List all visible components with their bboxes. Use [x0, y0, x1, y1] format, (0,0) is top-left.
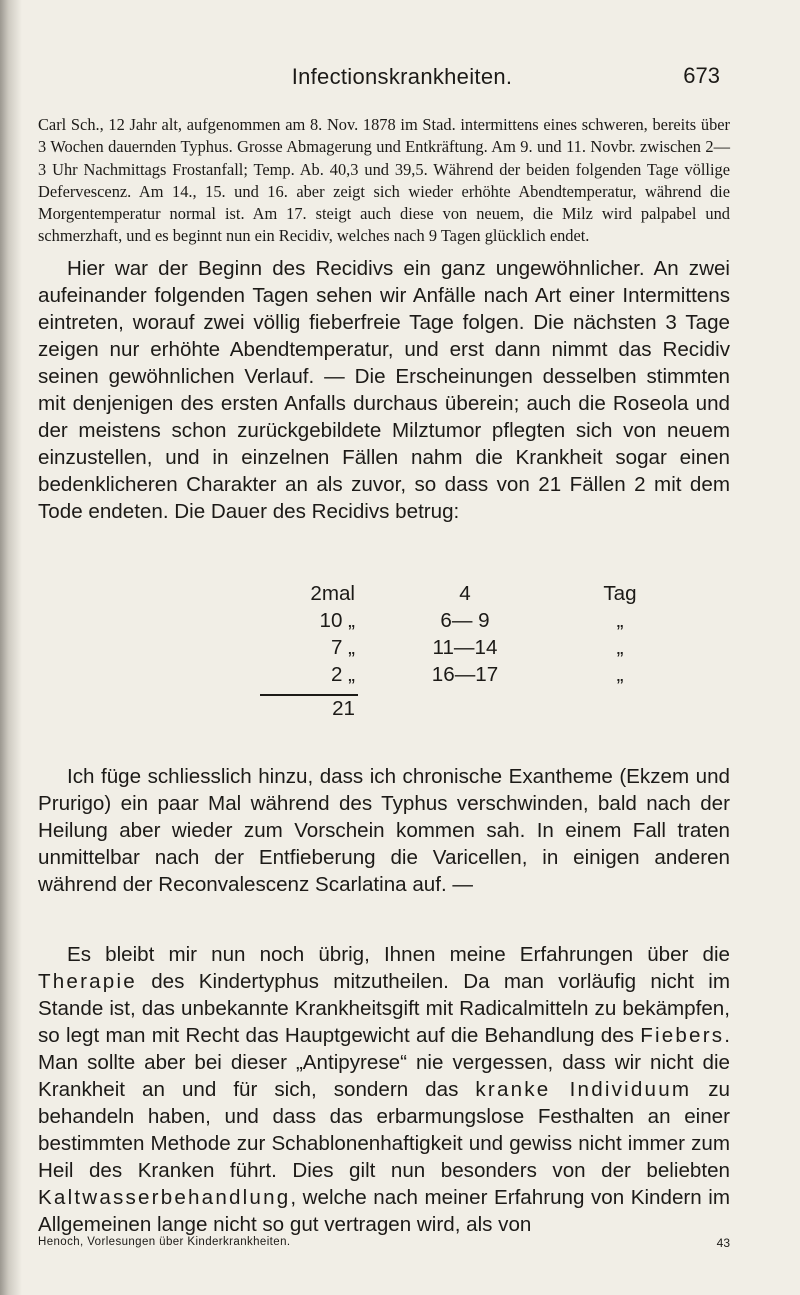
table-row-days: 16—17	[431, 663, 499, 686]
text-run: , welche nach meiner Erfahrung von Kindern im Allgemeinen lange nicht so gut vertragen wird, als von	[38, 1186, 730, 1236]
table-row-unit: „	[616, 636, 624, 659]
spaced-term-kaltwasserbehandlung: Kaltwasserbehandlung	[38, 1186, 291, 1209]
table-row-count: 10 „	[319, 609, 355, 632]
text-run: des Kindertyphus mitzutheilen. Da man vorläufig nicht im Stande ist, das unbekannte Krankheitsgift mit Radicalmitteln zu bekämpfen, so legt man mit Recht das Hauptgewicht auf die Behandlung des	[38, 970, 730, 1047]
paragraph-exantheme: Ich füge schliesslich hinzu, dass ich chronische Exantheme (Ekzem und Prurigo) ein paar Mal während des Typhus verschwinden, bald nach der Heilung aber wieder zum Vorschein kommen sah. In einem Fall traten unmittelbar nach der Entfieberung die Varicellen, in einigen anderen während der Reconvalescenz Scarlatina auf. —	[38, 765, 730, 896]
text-run: zu behandeln haben, und dass das erbarmungslose Festhalten an einer bestimmten Methode zur Schablonenhaftigkeit und gewiss nicht immer zum Heil des Kranken führt. Dies gilt nun besonders von der beliebten	[38, 1078, 730, 1182]
sheet-number: 43	[716, 1236, 730, 1250]
table-row-count: 7 „	[330, 636, 355, 659]
table-row-days: 6— 9	[440, 609, 490, 632]
table-row-days: 11—14	[432, 636, 498, 659]
running-header-title: Infectionskrankheiten.	[291, 64, 513, 89]
case-report: Carl Sch., 12 Jahr alt, aufgenommen am 8. Nov. 1878 im Stad. intermittens eines schweren, bereits über 3 Wochen dauernden Typhus. Grosse Abmagerung und Entkräftung. Am 9. und 11. Novbr. zwischen 2—3 Uhr Nachmittags Frostanfall; Temp. Ab. 40,3 und 39,5. Während der beiden folgenden Tage völlige Defervescenz. Am 14., 15. und 16. aber zeigt sich wieder erhöhte Abendtemperatur, während die Morgentemperatur normal ist. Am 17. steigt auch diese von neuem, die Milz wird palpabel und schmerzhaft, und es beginnt nun ein Recidiv, welches nach 9 Tagen glücklich endet.	[38, 115, 730, 246]
text-run: . Man sollte aber bei dieser „Antipyrese“ nie vergessen, dass wir nicht die Krankheit an und für sich, sondern das	[38, 1024, 730, 1101]
paragraph-therapie	[38, 941, 730, 1238]
duration-table	[0, 580, 800, 750]
text-run: Es bleibt mir nun noch übrig, Ihnen meine Erfahrungen über die	[67, 943, 730, 966]
page-number: 673	[683, 63, 720, 88]
table-row-count: 2 „	[330, 663, 355, 686]
spaced-term-fiebers: Fiebers	[640, 1024, 725, 1047]
spaced-term-kranke-individuum: kranke Individuum	[475, 1078, 692, 1101]
table-row-unit: „	[616, 663, 624, 686]
table-row-unit: „	[616, 609, 624, 632]
paragraph-recidiv: Hier war der Beginn des Recidivs ein ganz ungewöhnlicher. An zwei aufeinander folgenden Tagen sehen wir Anfälle nach Art einer Intermittens eintreten, worauf zwei völlig fieberfreie Tage folgen. Die nächsten 3 Tage zeigen nur erhöhte Abendtemperatur, und erst dann nimmt das Recidiv seinen gewöhnlichen Verlauf. — Die Erscheinungen desselben stimmten mit denjenigen des ersten Anfalls durchaus überein; auch die Roseola und der meistens schon zurückgebildete Milztumor pflegten sich von neuem einzustellen, und in einzelnen Fällen nahm die Krankheit sogar einen bedenklicheren Charakter an als zuvor, so dass von 21 Fällen 2 mit dem Tode endeten. Die Dauer des Recidivs betrug:	[38, 257, 730, 523]
table-row-days: 4	[459, 582, 471, 605]
table-row-count: 2mal	[310, 582, 355, 605]
table-row-unit: Tag	[603, 582, 637, 605]
printer-signature: Henoch, Vorlesungen über Kinderkrankheiten.	[38, 1236, 291, 1248]
spaced-term-therapie: Therapie	[38, 970, 137, 993]
table-total: 21	[332, 697, 355, 720]
